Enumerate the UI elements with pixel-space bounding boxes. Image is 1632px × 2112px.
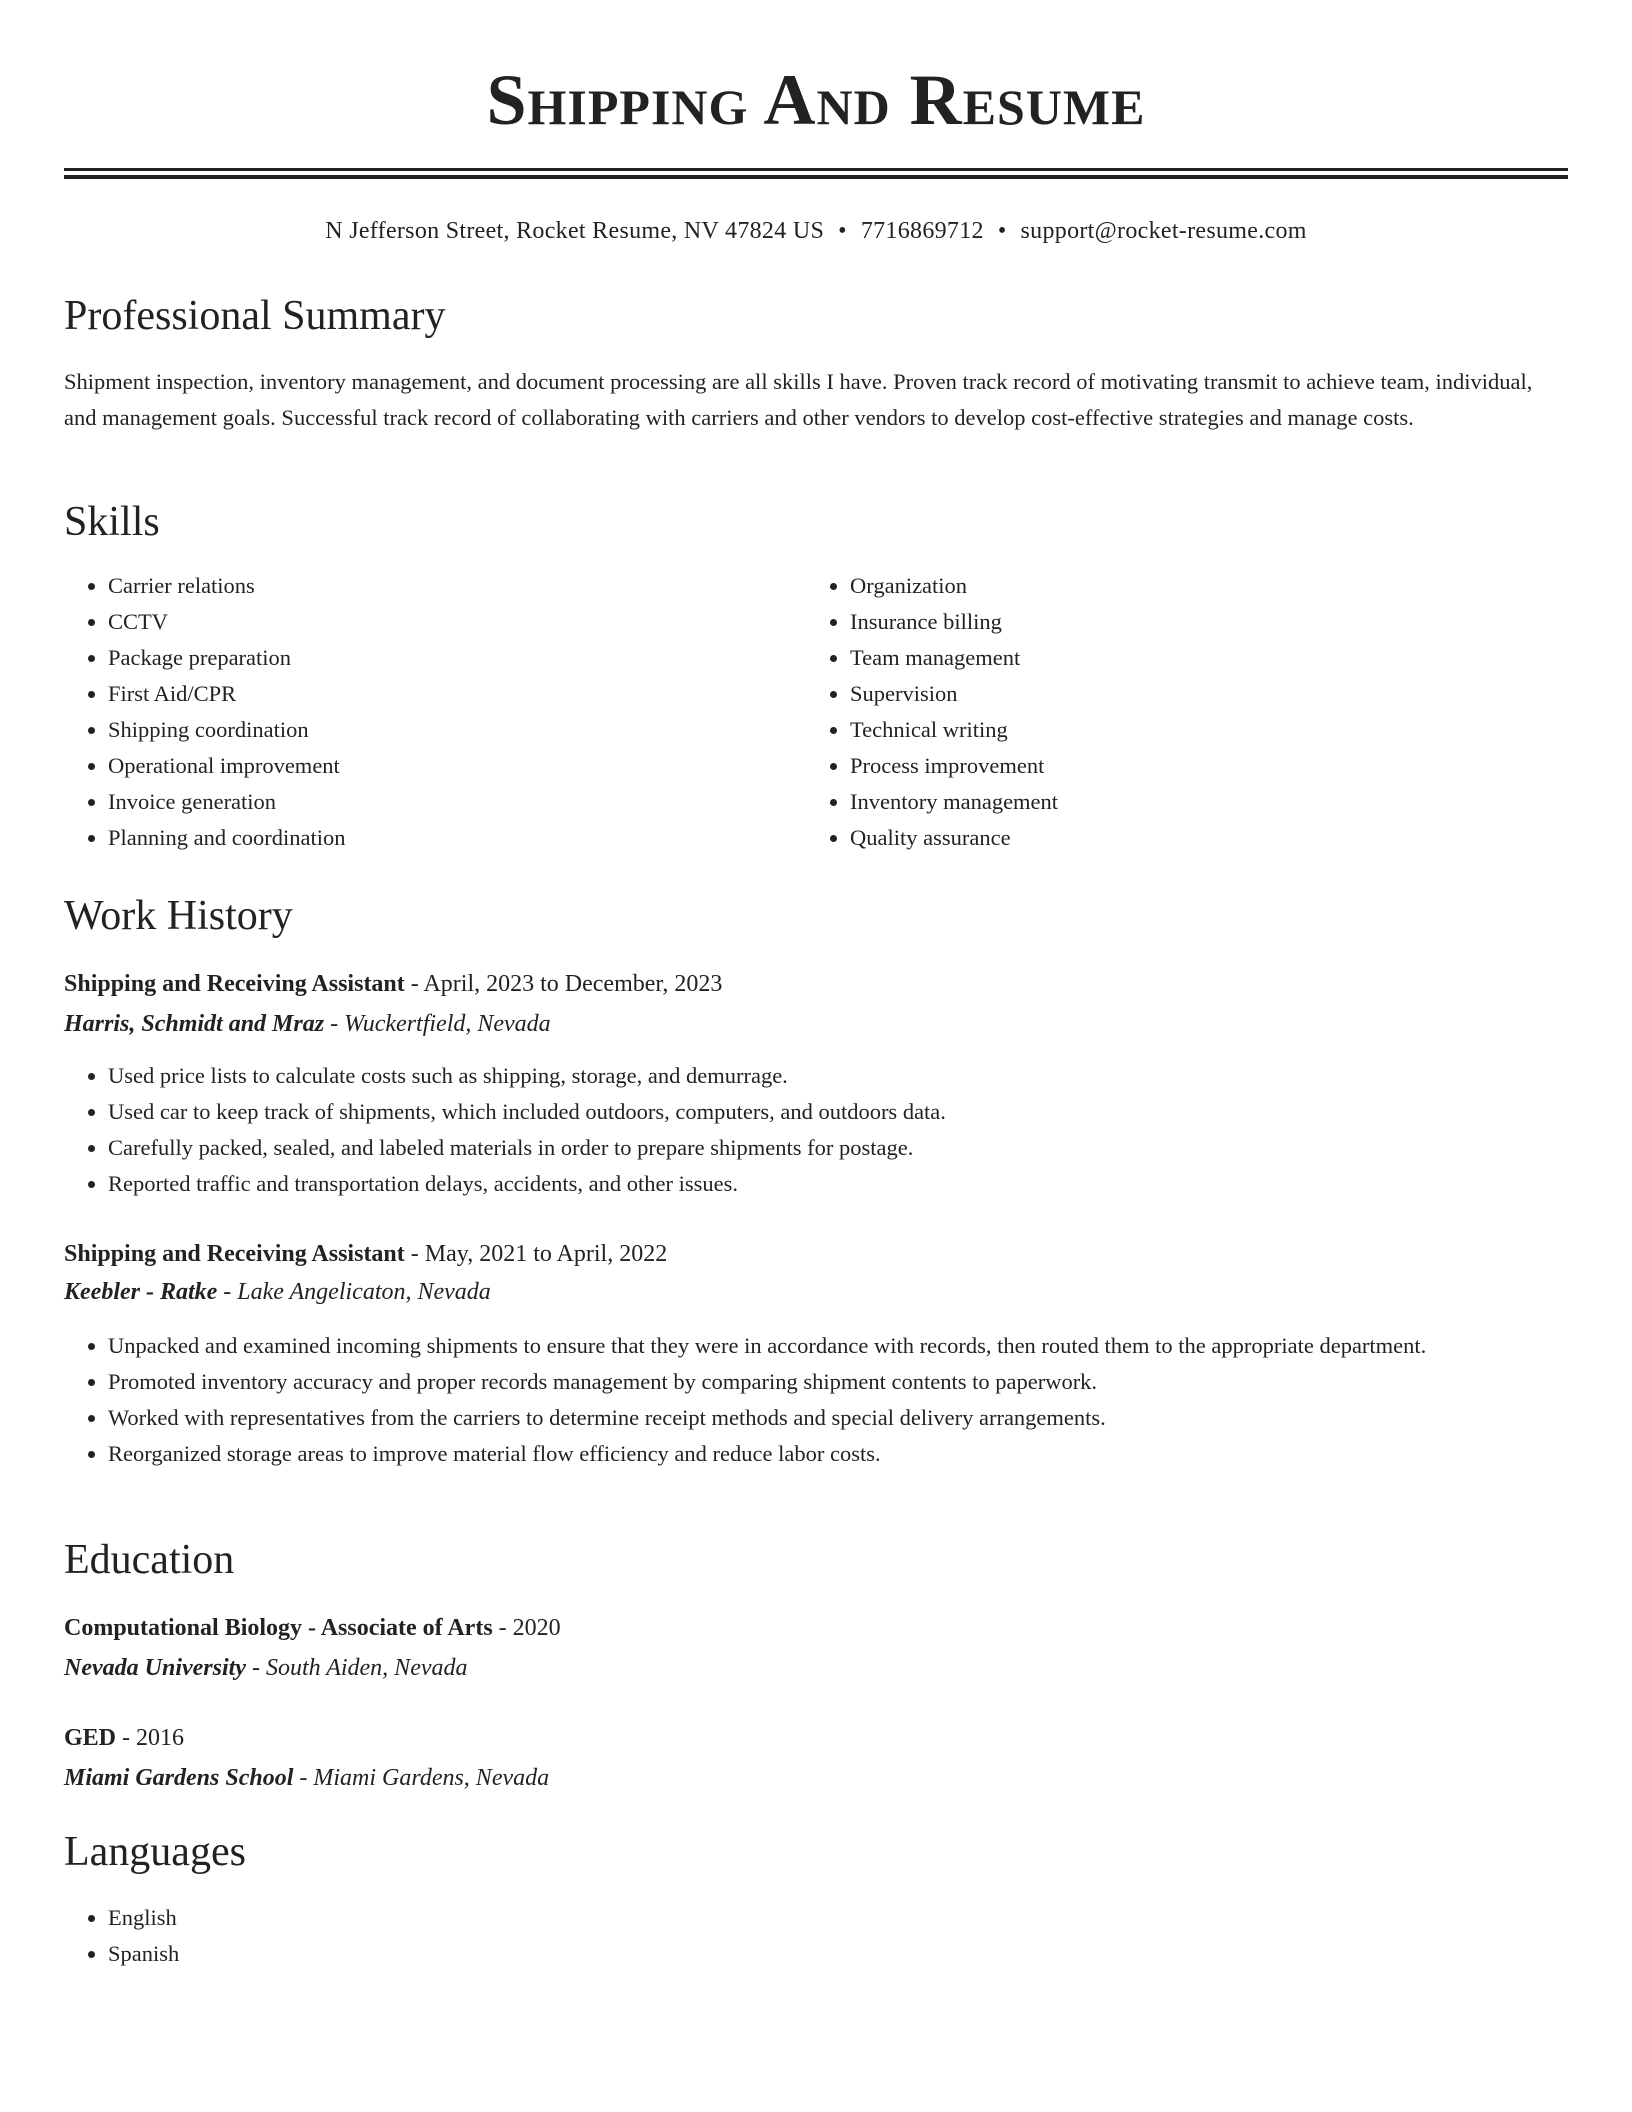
skill-item: • First Aid/CPR	[108, 676, 808, 712]
job-company: Keebler - Ratke	[64, 1279, 218, 1305]
job-title-line: Shipping and Receiving Assistant - May, 2021 to April, 2022	[64, 1241, 668, 1267]
language-item: • English	[108, 1900, 808, 1936]
job-employer-line: Keebler - Ratke - Lake Angelicaton, Nevada	[64, 1279, 491, 1305]
skill-item: • Supervision	[850, 676, 1550, 712]
job-title-line: Shipping and Receiving Assistant - April, 2023 to December, 2023	[64, 971, 723, 997]
job-role: Shipping and Receiving Assistant	[64, 1241, 405, 1267]
education-year: 2020	[512, 1615, 561, 1641]
education-location: Miami Gardens, Nevada	[313, 1765, 550, 1791]
education-school-line: Miami Gardens School - Miami Gardens, Nevada	[64, 1765, 550, 1791]
education-school: Nevada University	[64, 1655, 246, 1681]
skills-heading: Skills	[64, 499, 160, 545]
summary-text: Shipment inspection, inventory management, and document processing are all skills I have. Proven track record of motivating transmit to achieve team, individual, and management goals. Successful track record of collaborating with carriers and other vendors to develop cost-effective strategies and manage costs.	[64, 369, 1533, 430]
skills-list-left	[64, 568, 808, 856]
job-bullets	[64, 1058, 1568, 1202]
languages-heading: Languages	[64, 1829, 246, 1875]
job-location: Wuckertfield, Nevada	[344, 1011, 551, 1037]
job-bullets	[64, 1328, 1568, 1472]
languages-list	[64, 1900, 808, 1972]
skill-item: • Planning and coordination	[108, 820, 808, 856]
skill-item: • Shipping coordination	[108, 712, 808, 748]
work-heading: Work History	[64, 893, 293, 939]
summary-heading: Professional Summary	[64, 293, 446, 339]
skill-item: • Carrier relations	[108, 568, 808, 604]
skill-item: • Operational improvement	[108, 748, 808, 784]
skill-item: • Package preparation	[108, 640, 808, 676]
job-dates: April, 2023 to December, 2023	[423, 971, 723, 997]
skill-item: • Quality assurance	[850, 820, 1550, 856]
job-bullet: • Worked with representatives from the carriers to determine receipt methods and special delivery arrangements.	[108, 1400, 1568, 1436]
skill-item: • Inventory management	[850, 784, 1550, 820]
contact-address: N Jefferson Street, Rocket Resume, NV 47824 US	[325, 218, 825, 244]
education-school-line: Nevada University - South Aiden, Nevada	[64, 1655, 468, 1681]
contact-phone: 7716869712	[860, 218, 984, 244]
skill-item: • Process improvement	[850, 748, 1550, 784]
job-bullet: • Reorganized storage areas to improve material flow efficiency and reduce labor costs.	[108, 1436, 1568, 1472]
job-bullet: • Used car to keep track of shipments, which included outdoors, computers, and outdoors data.	[108, 1094, 1568, 1130]
education-degree-line: Computational Biology - Associate of Arts - 2020	[64, 1615, 561, 1641]
education-location: South Aiden, Nevada	[265, 1655, 468, 1681]
job-bullet: • Reported traffic and transportation delays, accidents, and other issues.	[108, 1166, 1568, 1202]
skills-list-right	[806, 568, 1550, 856]
education-degree-line: GED - 2016	[64, 1725, 185, 1751]
skill-item: • Insurance billing	[850, 604, 1550, 640]
resume-name: Shipping And Resume	[486, 60, 1146, 140]
job-company: Harris, Schmidt and Mraz	[64, 1011, 325, 1037]
skill-item: • CCTV	[108, 604, 808, 640]
job-bullet: • Used price lists to calculate costs such as shipping, storage, and demurrage.	[108, 1058, 1568, 1094]
job-bullet: • Promoted inventory accuracy and proper records management by comparing shipment contents to paperwork.	[108, 1364, 1568, 1400]
language-item: • Spanish	[108, 1936, 808, 1972]
header-rule-top	[64, 168, 1568, 171]
education-degree: GED	[64, 1725, 117, 1751]
job-location: Lake Angelicaton, Nevada	[237, 1279, 491, 1305]
job-bullet: • Unpacked and examined incoming shipments to ensure that they were in accordance with records, then routed them to the appropriate department.	[108, 1328, 1568, 1364]
skill-item: • Technical writing	[850, 712, 1550, 748]
contact-separator: •	[997, 218, 1007, 244]
job-employer-line: Harris, Schmidt and Mraz - Wuckertfield, Nevada	[64, 1011, 551, 1037]
job-dates: May, 2021 to April, 2022	[424, 1241, 668, 1267]
skill-item: • Team management	[850, 640, 1550, 676]
job-bullet: • Carefully packed, sealed, and labeled materials in order to prepare shipments for postage.	[108, 1130, 1568, 1166]
contact-email: support@rocket-resume.com	[1020, 218, 1307, 244]
job-role: Shipping and Receiving Assistant	[64, 971, 405, 997]
header-rule-bottom	[64, 175, 1568, 179]
education-school: Miami Gardens School	[64, 1765, 294, 1791]
education-heading: Education	[64, 1537, 235, 1583]
skill-item: • Invoice generation	[108, 784, 808, 820]
education-degree: Computational Biology - Associate of Arts	[64, 1615, 493, 1641]
contact-line	[64, 215, 1568, 247]
skill-item: • Organization	[850, 568, 1550, 604]
contact-separator: •	[838, 218, 847, 244]
education-year: 2016	[136, 1725, 185, 1751]
resume-page	[64, 0, 1568, 1966]
